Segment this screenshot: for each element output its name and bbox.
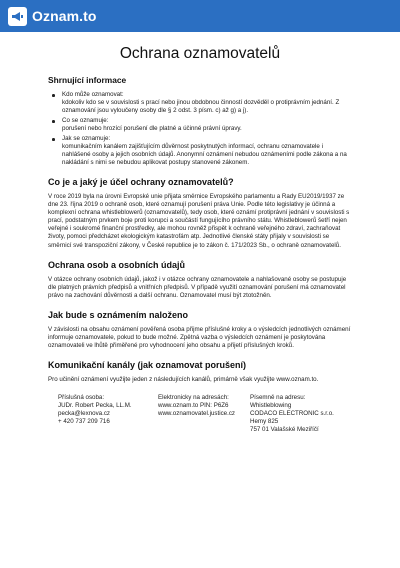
section-heading: Co je a jaký je účel ochrany oznamovatelů? — [48, 177, 234, 187]
item-text: komunikačním kanálem zajišťujícím důvěrnost poskytnutých informací, ochranu oznamovatele i nahlášené osoby a jejich osobních údajů. Anonymní oznámení nebudou oznámeními podle zákona a na nakládání s nimi se nebudou aplikovat postupy stanovené zákonem. — [62, 143, 347, 166]
justice-link[interactable]: www.oznamovatel.justice.cz — [158, 410, 236, 418]
item-label: Jak se oznamuje: — [62, 135, 111, 142]
section-processing — [48, 310, 352, 350]
address-line: CODACO ELECTRONIC s.r.o. — [250, 410, 334, 418]
summary-heading: Shrnující informace — [48, 75, 127, 85]
contact-label: Příslušná osoba: — [58, 394, 105, 402]
header-bar — [0, 0, 400, 32]
section-heading: Ochrana osob a osobních údajů — [48, 259, 186, 270]
list-item — [62, 117, 352, 133]
address-line: Hemy 825 — [250, 418, 279, 426]
section-privacy — [48, 260, 352, 300]
contacts — [48, 394, 352, 434]
section-text: V roce 2019 byla na úrovni Evropské unie přijata směrnice Evropského parlamentu a Rady EU2019/1937 ze dne 23. října 2019 o ochraně osob, které oznamují porušení práva Unie. Podle této legislativy je účinná a komplexní ochrana whistleblowerů (oznamovatelů), tedy osob, které oznámí protiprávní jednání v souvislosti s prací, podstatným prvkem boje proti korupci a součástí fungujícího právního státu. Whistleblowerů šetří nejen veřejné i soukromé finanční prostředky, ale mohou rovněž přispět k ochraně veřejného zdraví, zachraňovat životy, pomoci předcházet ekologickým katastrofám atp. Jednotlivé členské státy přijaly v souvislosti se směrnicí své transpoziční zákony, v České republice je to zákon č. 171/2023 Sb., o ochraně oznamovatelů. — [48, 193, 350, 249]
item-text: kdokoliv kdo se v souvislosti s prací nebo jinou obdobnou činností dozvěděl o protiprávním jednání. Z oznamování jsou vyloučeny osoby dle § 2 odst. 3 písm. c) až g) a j). — [62, 99, 340, 114]
megaphone-icon — [8, 7, 27, 26]
logo[interactable] — [8, 7, 97, 26]
contact-electronic — [158, 394, 250, 434]
contact-name: JUDr. Robert Pecka, LL.M. — [58, 402, 132, 410]
page-title: Ochrana oznamovatelů — [119, 45, 281, 62]
section-text: V otázce ochrany osobních údajů, jakož i v otázce ochrany oznamovatele a nahlašované osoby se postupuje dle platných právních předpisů a vnitřních předpisů. V případě využití oznamování porušení má oznamovatel právo na zachování důvěrnosti a další ochranu. Oznamovatel musí být ztotožněn. — [48, 275, 347, 299]
address-line: Whistleblowing — [250, 402, 292, 410]
item-label: Co se oznamuje: — [62, 117, 109, 124]
item-text: porušení nebo hrozící porušení dle platné a účinné právní úpravy. — [62, 125, 242, 132]
address-line: 757 01 Valašské Meziříčí — [250, 426, 319, 434]
section-heading: Komunikační kanály (jak oznamovat porušení) — [48, 360, 247, 371]
section-heading: Jak bude s oznámením naloženo — [48, 309, 189, 320]
page-content — [0, 45, 400, 434]
contact-label: Elektronicky na adresách: — [158, 394, 229, 402]
list-item — [62, 91, 352, 115]
section-channels — [48, 360, 352, 384]
contact-postal — [250, 394, 340, 434]
item-label: Kdo může oznamovat: — [62, 91, 124, 98]
summary-list — [48, 91, 352, 167]
contact-phone[interactable]: + 420 737 209 716 — [58, 418, 110, 426]
oznam-link[interactable]: www.oznam.to PIN: P6Z6 — [158, 402, 229, 410]
section-text: Pro učinění oznámení využijte jeden z následujících kanálů, primárně však využijte www.oznam.to. — [48, 376, 319, 384]
contact-email-link[interactable]: pecka@lexnova.cz — [58, 410, 111, 418]
section-purpose — [48, 177, 352, 250]
summary-section — [48, 75, 352, 167]
logo-text: Oznam.to — [32, 8, 97, 24]
section-text: V závislosti na obsahu oznámení pověřená osoba přijme příslušné kroky a o výsledcích jednotlivých oznámení informuje oznamovatele, pokud to bude možné. Zpětná vazba o výsledcích oznámení je poskytována oznamovateli ve lhůtě přiměřené pro vyhodnocení jeho obsahu a přijetí příslušných kroků. — [48, 325, 351, 350]
contact-person — [48, 394, 158, 434]
list-item — [62, 135, 352, 167]
contact-label: Písemně na adresu: — [250, 394, 306, 402]
